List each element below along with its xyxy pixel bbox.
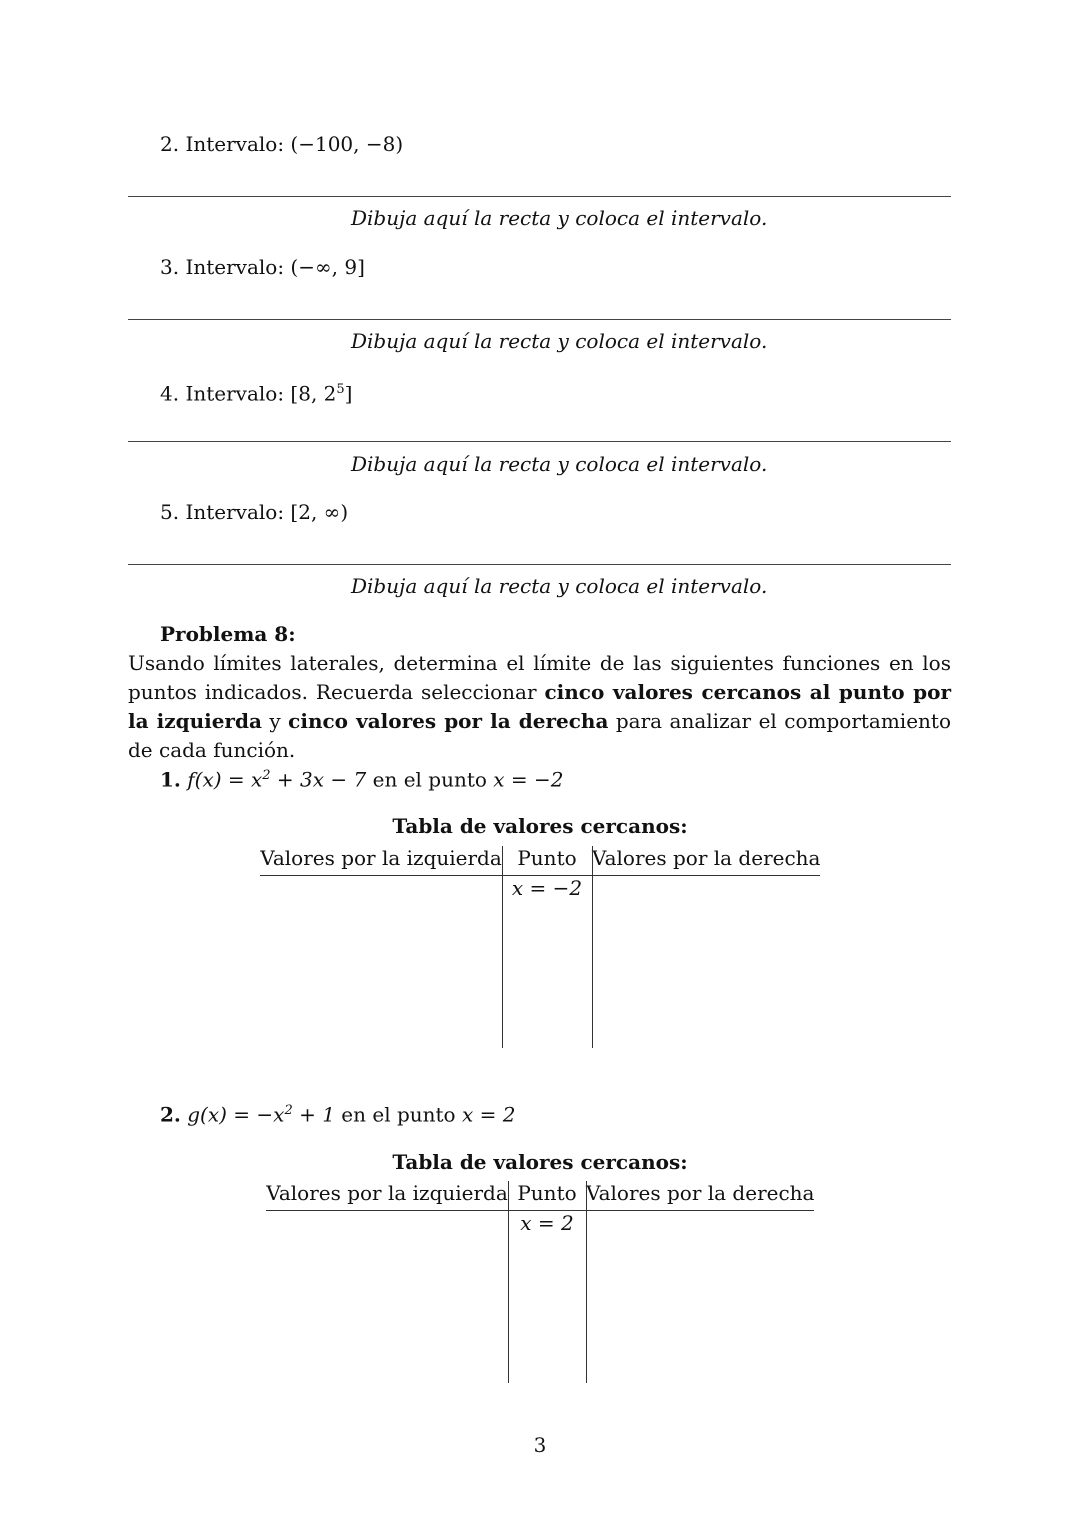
- values-table-2: [266, 1181, 814, 1383]
- drawing-hint-3: Dibuja aquí la recta y coloca el intervalo.: [351, 329, 768, 353]
- problem-title: Problema 8:: [160, 622, 296, 646]
- drawing-line-3: [128, 319, 951, 320]
- table-2-header-left: Valores por la izquierda: [266, 1181, 508, 1205]
- table-1-title: Tabla de valores cercanos:: [392, 814, 688, 838]
- table-1-header-left: Valores por la izquierda: [260, 846, 502, 870]
- drawing-hint-5: Dibuja aquí la recta y coloca el intervalo.: [351, 574, 768, 598]
- page-number: 3: [533, 1433, 547, 1457]
- interval-4-label: 4. Intervalo: [8, $2^5$]: [160, 381, 353, 406]
- table-2-header-point: Punto: [517, 1181, 577, 1205]
- table-1-divider-right: [592, 846, 593, 1048]
- interval-2-label: 2. Intervalo: (−100, −8): [160, 132, 404, 156]
- table-2-divider-right: [586, 1181, 587, 1383]
- table-1-header-right: Valores por la derecha: [592, 846, 821, 870]
- drawing-hint-4: Dibuja aquí la recta y coloca el intervalo.: [351, 452, 768, 476]
- exercise-1-statement: 1. $f(x) = x^2 + 3x - 7$ en el punto x = −2: [160, 767, 564, 792]
- problem-intro: Usando límites laterales, determina el límite de las siguientes funciones en los puntos indicados. Recuerda seleccionar cinco valores cercanos al punto por la izquierda y cinco valores por la derecha para analizar el comportamiento de cada función.: [128, 651, 951, 762]
- table-2-header-right: Valores por la derecha: [586, 1181, 815, 1205]
- drawing-line-2: [128, 196, 951, 197]
- table-1-header-point: Punto: [517, 846, 577, 870]
- table-1-point-value: x = −2: [511, 876, 583, 900]
- interval-3-label: 3. Intervalo: (−∞, 9]: [160, 255, 365, 279]
- drawing-line-5: [128, 564, 951, 565]
- drawing-line-4: [128, 441, 951, 442]
- exercise-2-statement: 2. $g(x) = -x^2 + 1$ en el punto x = 2: [160, 1102, 516, 1127]
- interval-5-label: 5. Intervalo: [2, ∞): [160, 500, 349, 524]
- drawing-hint-2: Dibuja aquí la recta y coloca el intervalo.: [351, 206, 768, 230]
- table-2-title: Tabla de valores cercanos:: [392, 1150, 688, 1174]
- table-2-point-value: x = 2: [520, 1211, 574, 1235]
- values-table-1: [260, 846, 820, 1048]
